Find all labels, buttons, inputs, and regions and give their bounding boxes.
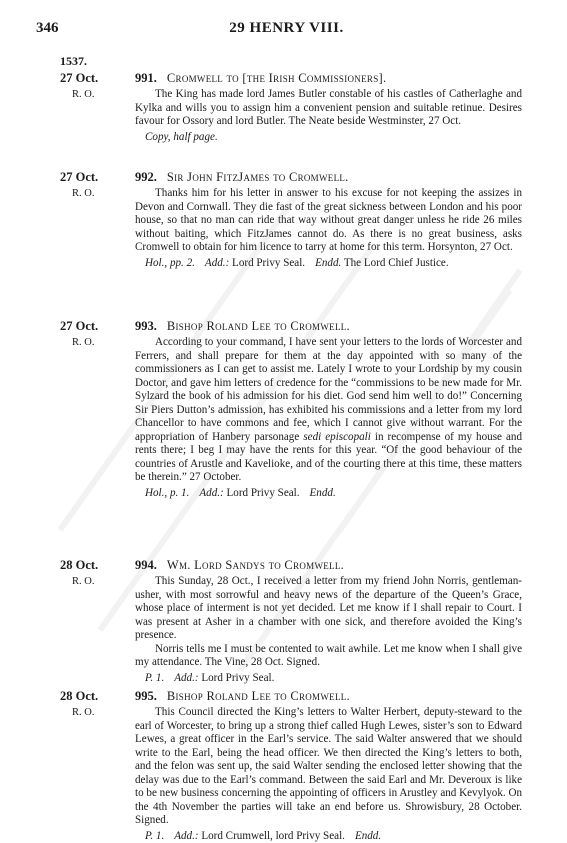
running-title: 29 HENRY VIII. [36,20,537,37]
entry-number: 994. [135,558,157,572]
paragraph-text: According to your command, I have sent your letters to the lords of Worcester and Ferrers, and shall prepare for them at the day appointed with so many of the commissioners as I can get to assist me. Lately I wrote to your Lordship by my cousin Doctor, and gave him letters of credence for the “commissions to be new made for Mr. Sylzard the book of his admission for his diet. God send him well to do!” Concerning Sir Piers Dutton’s admission, has exhibited his commissions and a letter from my lord Chancellor to have commons and fee, which I cannot give without warrant. For the appropriation of Hanbery parsonage [135,336,522,443]
entry-paragraph [135,336,522,485]
foot-endd: Endd. [355,830,381,842]
entry-body [135,706,522,843]
foot-endorsement: The Lord Chief Justice. [344,257,449,269]
entry-heading [135,319,350,334]
foot-endd: Endd. [315,257,341,269]
foot-add: Add.: [199,487,223,499]
foot-addressee: Lord Privy Seal. [201,672,274,684]
foot-add: Add.: [174,672,198,684]
entry-paragraph: Norris tells me I must be contented to wait awhile. Let me know when I shall give my attendance. The Vine, 28 Oct. Signed. [135,643,522,670]
entry-body [135,187,522,270]
entry-paragraph: This Sunday, 28 Oct., I received a letter from my friend John Norris, gentleman-usher, with most sorrowful and heavy news of the departure of the Queen’s Grace, whose place of interment is not yet decided. Let me know if I shall repair to Court. I was present at Asher in a chamber with one sick, and therefore avoided the King’s presence. [135,575,522,643]
foot-hol: P. 1. [145,830,164,842]
entry-title: Wm. Lord Sandys to Cromwell. [167,558,344,572]
entry-heading [135,689,350,704]
entry-body [135,336,522,500]
paragraph-text: in recompense of my house and rents there; I beg I may have the rents for this year. “Of the good behaviour of the countries of Arustle and Kavelioke, and of the courting there at this time, these matters be therein.” 27 October. [135,431,522,484]
entry-heading [135,558,344,573]
entry-source: R. O. [72,576,94,587]
entry-number: 993. [135,319,157,333]
entry-heading [135,71,386,86]
foot-addressee: Lord Crumwell, lord Privy Seal. [201,830,345,842]
entry-source: R. O. [72,707,94,718]
entry-number: 991. [135,71,157,85]
foot-addressee: Lord Privy Seal. [227,487,300,499]
entry-heading [135,170,349,185]
entry-title: Bishop Roland Lee to Cromwell. [167,319,350,333]
entry-source: R. O. [72,188,94,199]
entry-date: 27 Oct. [60,71,98,86]
entry-date: 28 Oct. [60,689,98,704]
entry-source: R. O. [72,337,94,348]
entry-title: Bishop Roland Lee to Cromwell. [167,689,350,703]
foot-addressee: Lord Privy Seal. [232,257,305,269]
entry-date: 27 Oct. [60,319,98,334]
entry-number: 992. [135,170,157,184]
entry-title: Cromwell to [the Irish Commissioners]. [167,71,387,85]
entry-number: 995. [135,689,157,703]
entry-date: 27 Oct. [60,170,98,185]
entry-paragraph: This Council directed the King’s letters to Walter Herbert, deputy-steward to the earl of Worcester, to bring up a strong thief called Hugh Lewes, sister’s son to Edward Lewes, a great officer in the Earl’s service. The said Walter answered that we should write to the Earl, being the head officer. We then directed the King’s letters to both, and the felon was sent up, the said Walter sending the enclosed letter showing that the delay was due to the Earl’s command. Between the said Earl and Mr. Deveroux is like to be new business concerning the appointing of officers in Arustley and Kevylyok. On the 4th November the parties will take an end before us. Shrowisbury, 28 October. Signed. [135,706,522,828]
foot-add: Add.: [205,257,229,269]
entry-footnote: Copy, half page. [135,131,522,145]
foot-endd: Endd. [310,487,336,499]
entry-footnote [135,487,522,501]
entry-date: 28 Oct. [60,558,98,573]
page-header [36,20,537,40]
foot-hol: Hol., pp. 2. [145,257,195,269]
page-number: 346 [36,20,59,37]
entry-source: R. O. [72,89,94,100]
foot-add: Add.: [174,830,198,842]
entry-paragraph: The King has made lord James Butler constable of his castles of Catherlaghe and Kylka and wills you to assign him a convenient pension and suitable retinue. Desires favour for Ossory and lord Butler. The Neate beside Westminster, 27 Oct. [135,88,522,129]
entry-body [135,575,522,685]
entry-paragraph: Thanks him for his letter in answer to his excuse for not keeping the assizes in Devon and Cornwall. They die fast of the great sickness between London and his poor house, so that no man can ride that way without great danger unless he ride 26 miles without baiting, which FitzJames cannot do. As there is no great business, asks Cromwell to obtain for him licence to tarry at home for this term. Horsynton, 27 Oct. [135,187,522,255]
entry-body [135,88,522,144]
year-label: 1537. [60,54,87,69]
entry-footnote [135,672,522,686]
entry-footnote [135,257,522,271]
latin-phrase: sedi episcopali [303,431,371,443]
foot-hol: P. 1. [145,672,164,684]
foot-hol: Hol., p. 1. [145,487,189,499]
entry-title: Sir John FitzJames to Cromwell. [167,170,349,184]
